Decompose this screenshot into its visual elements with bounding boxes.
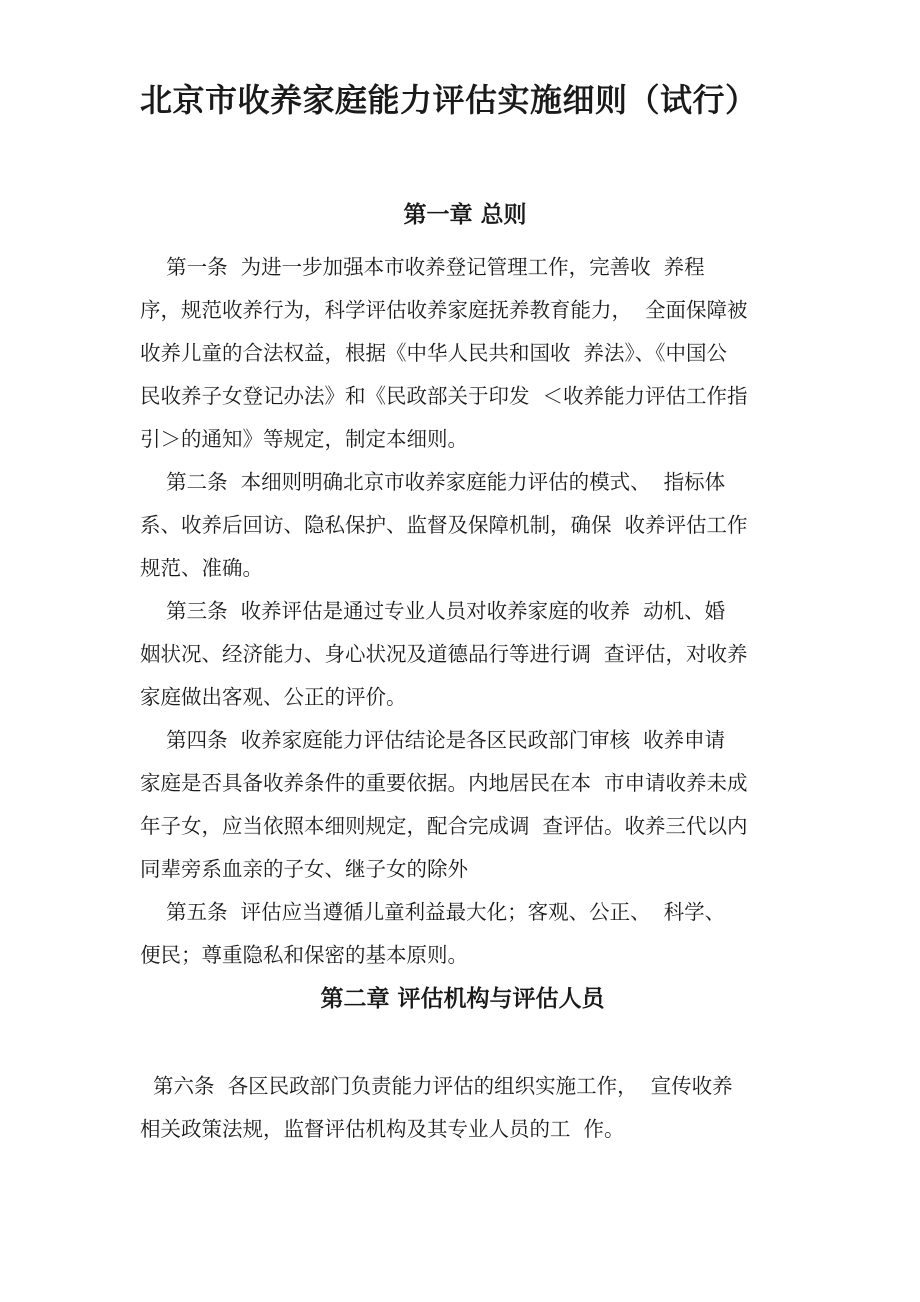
text-line: 第二条 本细则明确北京市收养家庭能力评估的模式、 指标体 bbox=[140, 470, 726, 494]
text-line: 规范、准确。 bbox=[140, 556, 263, 580]
article-paragraph bbox=[140, 461, 780, 590]
text-line: 收养儿童的合法权益，根据《中华人民共和国收 养法》、《中国公 bbox=[140, 341, 728, 365]
text-line: 相关政策法规，监督评估机构及其专业人员的工 作。 bbox=[140, 1117, 625, 1141]
text-line: 第一条 为进一步加强本市收养登记管理工作，完善收 养程 bbox=[140, 255, 705, 279]
text-line: 第四条 收养家庭能力评估结论是各区民政部门审核 收养申请 bbox=[140, 728, 726, 752]
article-paragraph bbox=[140, 891, 780, 977]
text-line: 引＞的通知》等规定，制定本细则。 bbox=[140, 427, 468, 451]
article-paragraph bbox=[140, 719, 780, 891]
article-paragraph bbox=[140, 246, 780, 461]
text-line: 家庭是否具备收养条件的重要依据。内地居民在本 市申请收养未成 bbox=[140, 771, 748, 795]
text-line: 家庭做出客观、公正的评价。 bbox=[140, 685, 407, 709]
text-line: 序，规范收养行为，科学评估收养家庭抚养教育能力， 全面保障被 bbox=[140, 298, 748, 322]
text-line: 民收养子女登记办法》和《民政部关于印发 ＜收养能力评估工作指 bbox=[140, 384, 748, 408]
text-line: 同辈旁系血亲的子女、继子女的除外 bbox=[140, 857, 468, 881]
article-paragraph bbox=[140, 590, 780, 719]
article-paragraph bbox=[140, 1065, 800, 1151]
text-line: 系、收养后回访、隐私保护、监督及保障机制，确保 收养评估工作 bbox=[140, 513, 748, 537]
chapter-heading: 第二章 评估机构与评估人员 bbox=[320, 986, 605, 1012]
text-line: 第六条 各区民政部门负责能力评估的组织实施工作， 宣传收养 bbox=[140, 1074, 733, 1098]
document-title: 北京市收养家庭能力评估实施细则（试行） bbox=[140, 81, 758, 119]
text-line: 第三条 收养评估是通过专业人员对收养家庭的收养 动机、婚 bbox=[140, 599, 726, 623]
text-line: 年子女，应当依照本细则规定，配合完成调 查评估。收养三代以内 bbox=[140, 814, 748, 838]
chapter-heading: 第一章 总则 bbox=[403, 202, 527, 228]
text-line: 便民；尊重隐私和保密的基本原则。 bbox=[140, 943, 468, 967]
text-line: 姻状况、经济能力、身心状况及道德品行等进行调 查评估，对收养 bbox=[140, 642, 748, 666]
text-line: 第五条 评估应当遵循儿童利益最大化；客观、公正、 科学、 bbox=[140, 900, 726, 924]
